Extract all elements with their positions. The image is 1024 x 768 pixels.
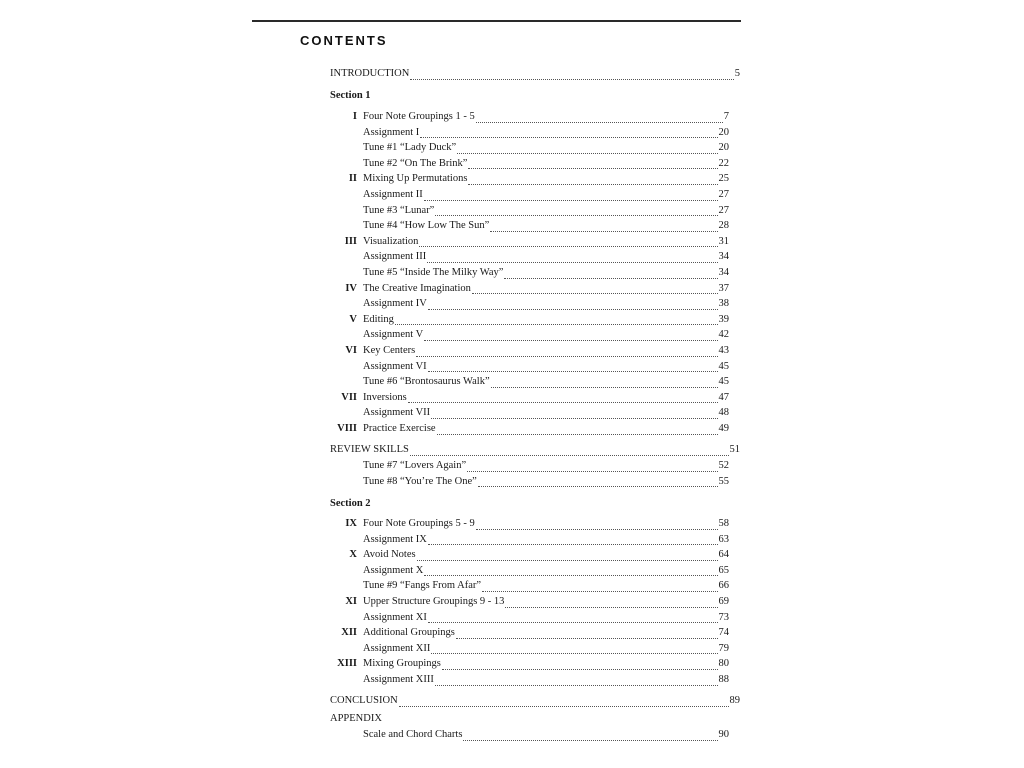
toc-row <box>363 249 729 264</box>
toc-title: Mixing Up Permutations <box>363 173 468 185</box>
toc-leader <box>427 253 717 263</box>
toc-leader <box>417 551 718 561</box>
chapter-numeral: VI <box>345 345 357 356</box>
toc-row <box>363 296 729 311</box>
toc-title: INTRODUCTION <box>330 68 410 79</box>
toc-page: 37 <box>718 282 729 294</box>
toc-page: 27 <box>718 189 729 200</box>
toc-row <box>363 374 729 389</box>
toc-leader <box>456 629 718 639</box>
toc-leader <box>468 175 717 185</box>
toc-title: Assignment XIII <box>363 674 434 685</box>
chapter-numeral: VIII <box>337 423 357 434</box>
toc-title: Assignment XI <box>363 611 427 623</box>
toc-page: 48 <box>718 407 729 419</box>
toc-page: 25 <box>718 173 729 185</box>
toc-row <box>363 265 729 280</box>
toc-row <box>349 547 729 562</box>
chapter-numeral: XIII <box>337 658 357 670</box>
toc-page: 20 <box>718 142 729 154</box>
toc-title: Four Note Groupings 5 - 9 <box>363 518 475 529</box>
toc-row <box>363 203 729 218</box>
toc-leader <box>420 128 717 138</box>
toc-page: 52 <box>718 460 729 471</box>
toc-row <box>363 359 729 374</box>
toc-page: 7 <box>723 111 729 122</box>
toc-page: 22 <box>718 157 729 169</box>
toc-row <box>363 727 729 742</box>
toc-title: Additional Groupings <box>363 627 455 639</box>
toc-title: Assignment IX <box>363 533 427 545</box>
toc-title: CONCLUSION <box>330 695 398 706</box>
chapter-numeral: XI <box>345 596 357 607</box>
chapter-numeral: IV <box>345 282 357 294</box>
toc-title: Assignment III <box>363 251 427 263</box>
toc-page: 63 <box>718 533 729 545</box>
toc-page: 43 <box>718 345 729 356</box>
toc-leader <box>472 284 718 294</box>
toc-leader <box>428 362 718 372</box>
toc-title: The Creative Imagination <box>363 282 471 294</box>
toc-row <box>352 109 729 124</box>
toc-leader <box>504 269 717 279</box>
toc-leader <box>490 222 717 232</box>
toc-title: Editing <box>363 313 394 325</box>
toc-title: Avoid Notes <box>363 549 416 561</box>
toc-title: Four Note Groupings 1 - 5 <box>363 111 475 122</box>
toc-page: 79 <box>718 642 729 654</box>
page-title: CONTENTS <box>300 33 388 48</box>
toc-page: 73 <box>718 611 729 623</box>
toc-row <box>348 171 729 186</box>
toc-row-conclusion <box>330 693 740 708</box>
toc-title: Assignment VII <box>363 407 431 419</box>
toc-leader <box>435 676 718 686</box>
toc-page: 58 <box>718 518 729 529</box>
toc-row <box>345 281 729 296</box>
toc-row <box>363 187 729 202</box>
toc-leader <box>424 191 718 201</box>
toc-row <box>344 234 729 249</box>
toc-title: Assignment X <box>363 564 424 576</box>
toc-title: Tune #5 “Inside The Milky Way” <box>363 267 504 278</box>
toc-page: 27 <box>718 204 729 216</box>
toc-leader <box>476 113 723 123</box>
toc-page: 64 <box>718 549 729 561</box>
top-rule <box>252 20 741 22</box>
toc-leader <box>468 159 717 169</box>
toc-title: Visualization <box>363 235 419 247</box>
toc-row <box>363 474 729 489</box>
toc-page: 69 <box>718 596 729 607</box>
section-2-heading: Section 2 <box>330 498 371 509</box>
toc-title: Assignment VI <box>363 360 427 372</box>
toc-row <box>345 516 729 531</box>
section-1-heading: Section 1 <box>330 90 371 101</box>
chapter-numeral: X <box>349 549 357 561</box>
toc-leader <box>463 731 717 741</box>
toc-title: Tune #8 “You’re The One” <box>363 475 477 487</box>
toc-page: 49 <box>718 423 729 434</box>
toc-page: 34 <box>718 267 729 278</box>
toc-page: 55 <box>718 475 729 487</box>
toc-page: 65 <box>718 564 729 576</box>
toc-page: 66 <box>718 580 729 592</box>
toc-row <box>345 343 729 358</box>
toc-page: 42 <box>718 329 729 341</box>
toc-page: 34 <box>718 251 729 263</box>
toc-page: 80 <box>718 658 729 670</box>
toc-page: 51 <box>729 444 740 455</box>
toc-title: Assignment XII <box>363 642 431 654</box>
toc-leader <box>408 393 718 403</box>
chapter-numeral: IX <box>345 518 357 529</box>
toc-row <box>363 578 729 593</box>
toc-leader <box>435 206 717 216</box>
toc-leader <box>428 535 718 545</box>
toc-leader <box>442 660 718 670</box>
toc-page: 47 <box>718 391 729 403</box>
toc-row <box>363 532 729 547</box>
toc-title: Assignment II <box>363 189 423 200</box>
toc-leader <box>399 697 729 707</box>
toc-page: 28 <box>718 220 729 232</box>
toc-row <box>363 156 729 171</box>
toc-title: Tune #2 “On The Brink” <box>363 157 468 169</box>
toc-row <box>363 327 729 342</box>
toc-leader <box>491 378 718 388</box>
chapter-numeral: VII <box>341 391 357 403</box>
toc-leader <box>419 237 717 247</box>
toc-row <box>363 610 729 625</box>
toc-title: REVIEW SKILLS <box>330 444 409 455</box>
toc-leader <box>476 520 718 530</box>
toc-leader <box>424 331 717 341</box>
toc-title: Scale and Chord Charts <box>363 729 463 740</box>
toc-leader <box>428 300 718 310</box>
toc-title: Upper Structure Groupings 9 - 13 <box>363 596 505 607</box>
toc-page: 31 <box>718 235 729 247</box>
toc-leader <box>424 566 717 576</box>
toc-page: 39 <box>718 313 729 325</box>
toc-row <box>349 312 729 327</box>
toc-row <box>341 390 729 405</box>
toc-leader <box>416 347 717 357</box>
toc-leader <box>431 644 717 654</box>
toc-leader <box>482 582 717 592</box>
toc-page: 74 <box>718 627 729 639</box>
toc-row <box>363 140 729 155</box>
toc-page: 45 <box>718 376 729 388</box>
toc-leader <box>478 477 718 487</box>
toc-page: 90 <box>718 729 729 740</box>
toc-title: Assignment IV <box>363 298 427 310</box>
toc-title: Tune #1 “Lady Duck” <box>363 142 457 154</box>
toc-row <box>363 125 729 140</box>
toc-title: Assignment I <box>363 126 420 138</box>
toc-leader <box>505 598 717 608</box>
toc-leader <box>437 425 718 435</box>
toc-leader <box>410 446 729 456</box>
toc-leader <box>428 613 718 623</box>
chapter-numeral: III <box>344 235 357 247</box>
toc-row-appendix: APPENDIX <box>330 713 382 724</box>
toc-leader <box>431 409 717 419</box>
toc-title: Practice Exercise <box>363 423 436 434</box>
toc-row-review-skills <box>330 442 740 457</box>
toc-page: 88 <box>718 674 729 685</box>
toc-title: Inversions <box>363 391 407 403</box>
toc-row <box>363 672 729 687</box>
toc-title: Tune #6 “Brontosaurus Walk” <box>363 376 490 388</box>
toc-title: Key Centers <box>363 345 416 356</box>
toc-leader <box>467 462 717 472</box>
toc-leader <box>410 70 733 80</box>
toc-page: 5 <box>734 68 740 79</box>
toc-page: 38 <box>718 298 729 310</box>
toc-title: Tune #9 “Fangs From Afar” <box>363 580 482 592</box>
chapter-numeral: I <box>352 111 357 122</box>
toc-row <box>341 625 729 640</box>
toc-title: Tune #4 “How Low The Sun” <box>363 220 490 232</box>
chapter-numeral: II <box>348 173 357 185</box>
toc-row <box>363 405 729 420</box>
toc-row <box>363 641 729 656</box>
toc-title: Mixing Groupings <box>363 658 441 670</box>
toc-row <box>345 594 729 609</box>
chapter-numeral: V <box>349 313 357 325</box>
toc-row <box>337 656 729 671</box>
toc-page: 20 <box>718 126 729 138</box>
toc-row <box>363 458 729 473</box>
toc-page: 89 <box>729 695 740 706</box>
chapter-numeral: XII <box>341 627 357 639</box>
toc-title: Tune #7 “Lovers Again” <box>363 460 467 471</box>
toc-page: 45 <box>718 360 729 372</box>
toc-row-introduction <box>330 66 740 81</box>
toc-title: Tune #3 “Lunar” <box>363 204 435 216</box>
toc-leader <box>395 315 718 325</box>
toc-row <box>337 421 729 436</box>
toc-row <box>363 563 729 578</box>
toc-row <box>363 218 729 233</box>
toc-title: Assignment V <box>363 329 424 341</box>
toc-leader <box>457 144 717 154</box>
